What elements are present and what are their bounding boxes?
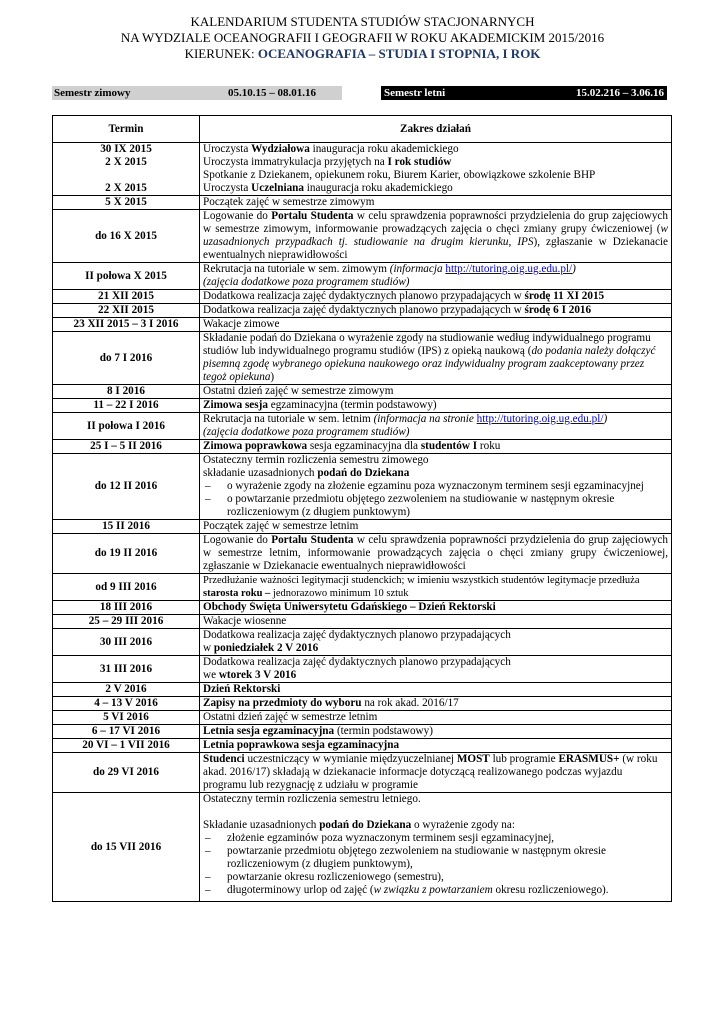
table-row [53, 534, 672, 574]
scope-cell: Wakacje wiosenne [200, 615, 672, 629]
table-row [53, 601, 672, 615]
scope-cell: Letnia poprawkowa sesja egzaminacyjna [200, 739, 672, 753]
table-row [53, 615, 672, 629]
scope-cell: Dodatkowa realizacja zajęć dydaktycznych planowo przypadających we wtorek 3 V 2016 [200, 656, 672, 683]
list-item: – o powtarzanie przedmiotu objętego zezwoleniem na studiowanie w następnym okresie rozliczeniowym (z długiem punktowym) [203, 493, 668, 519]
table-row [53, 318, 672, 332]
table-header-row [53, 116, 672, 143]
term-cell: II połowa X 2015 [53, 263, 200, 290]
term-cell: od 9 III 2016 [53, 574, 200, 601]
calendar-table [52, 115, 672, 902]
term-cell: II połowa I 2016 [53, 413, 200, 440]
scope-cell: Uroczysta Wydziałowa inauguracja roku akademickiego Uroczysta immatrykulacja przyjętych na I rok studiów Spotkanie z Dziekanem, opiekunem roku, Biurem Karier, obowiązkowe szkolenie BHP Uroczysta Uczelniana inauguracja roku akademickiego [200, 143, 672, 196]
term-cell: do 12 II 2016 [53, 454, 200, 520]
term-cell: 21 XII 2015 [53, 290, 200, 304]
scope-cell: Składanie podań do Dziekana o wyrażenie zgody na studiowanie według indywidualnego programu studiów lub indywidualnego programu studiów (IPS) z opieką naukową (do podania należy dołączyć pisemną zgodę wybranego opiekuna naukowego oraz indywidualny program zaakceptowany przez tegoż opiekuna) [200, 332, 672, 385]
table-row [53, 385, 672, 399]
column-header-term: Termin [53, 116, 200, 143]
title-line-2: NA WYDZIALE OCEANOGRAFII I GEOGRAFII W ROKU AKADEMICKIM 2015/2016 [120, 30, 605, 45]
term-cell: 4 – 13 V 2016 [53, 697, 200, 711]
term-cell: 11 – 22 I 2016 [53, 399, 200, 413]
term-cell: 30 III 2016 [53, 629, 200, 656]
column-header-scope: Zakres działań [200, 116, 672, 143]
scope-cell: Początek zajęć w semestrze zimowym [200, 196, 672, 210]
list-item: – powtarzanie okresu rozliczeniowego (semestru), [203, 871, 668, 884]
term-cell: 31 III 2016 [53, 656, 200, 683]
table-row [53, 739, 672, 753]
scope-cell: Dzień Rektorski [200, 683, 672, 697]
table-row [53, 332, 672, 385]
table-row [53, 725, 672, 739]
field-of-study: KIERUNEK: OCEANOGRAFIA – STUDIA I STOPNIA, I ROK [184, 46, 541, 61]
list-item: – o wyrażenie zgody na złożenie egzaminu poza wyznaczonym terminem sesji egzaminacyjnej [203, 480, 668, 493]
table-row [53, 196, 672, 210]
term-cell: do 7 I 2016 [53, 332, 200, 385]
table-row [53, 753, 672, 793]
scope-cell: Ostatni dzień zajęć w semestrze zimowym [200, 385, 672, 399]
term-cell: do 19 II 2016 [53, 534, 200, 574]
document-header [0, 14, 725, 62]
scope-cell: Dodatkowa realizacja zajęć dydaktycznych planowo przypadających w poniedziałek 2 V 2016 [200, 629, 672, 656]
term-cell: 15 II 2016 [53, 520, 200, 534]
table-row [53, 143, 672, 196]
winter-semester-bar [52, 86, 342, 100]
table-row [53, 210, 672, 263]
scope-cell: Przedłużanie ważności legitymacji studenckich; w imieniu wszystkich studentów legitymacje przedłuża starosta roku – jednorazowo minimum 10 sztuk [200, 574, 672, 601]
scope-cell: Dodatkowa realizacja zajęć dydaktycznych planowo przypadających w środę 6 I 2016 [200, 304, 672, 318]
scope-cell: Logowanie do Portalu Studenta w celu sprawdzenia poprawności przydzielenia do grup zajęciowych w semestrze letnim, informowanie prowadzących zajęcia o chęci zmiany grupy ćwiczeniowej, zgłaszanie w Dziekanacie ewentualnych nieprawidłowości [200, 534, 672, 574]
table-row [53, 454, 672, 520]
scope-cell: Zimowa sesja egzaminacyjna (termin podstawowy) [200, 399, 672, 413]
table-row [53, 399, 672, 413]
scope-cell: Obchody Święta Uniwersytetu Gdańskiego – Dzień Rektorski [200, 601, 672, 615]
scope-cell: Wakacje zimowe [200, 318, 672, 332]
table-row [53, 793, 672, 902]
term-cell: 25 I – 5 II 2016 [53, 440, 200, 454]
term-cell: do 29 VI 2016 [53, 753, 200, 793]
term-cell: 23 XII 2015 – 3 I 2016 [53, 318, 200, 332]
table-row [53, 683, 672, 697]
table-row [53, 520, 672, 534]
term-cell: 30 IX 2015 2 X 2015 2 X 2015 [53, 143, 200, 196]
list-item: – długoterminowy urlop od zajęć (w związku z powtarzaniem okresu rozliczeniowego). [203, 884, 668, 897]
table-row [53, 290, 672, 304]
summer-semester-bar [381, 86, 667, 100]
scope-cell: Ostateczny termin rozliczenia semestru letniego. Składanie uzasadnionych podań do Dziekana o wyrażenie zgody na: – złożenie egzaminów poza wyznaczonym terminem sesji egzaminacyjnej, – powtarzanie przedmiotu objętego zezwoleniem na studiowanie w następnym okresie rozliczeniowym (z długiem punktowym), – powtarzanie okresu rozliczeniowego (semestru), – długoterminowy urlop od zajęć (w związku z powtarzaniem okresu rozliczeniowego). [200, 793, 672, 902]
table-row [53, 263, 672, 290]
summer-semester-dates: 15.02.216 – 3.06.16 [576, 87, 664, 99]
table-row [53, 711, 672, 725]
table-row [53, 574, 672, 601]
scope-cell: Rekrutacja na tutoriale w sem. zimowym (informacja http://tutoring.oig.ug.edu.pl/) (zajęcia dodatkowe poza programem studiów) [200, 263, 672, 290]
term-cell: 2 V 2016 [53, 683, 200, 697]
scope-cell: Letnia sesja egzaminacyjna (termin podstawowy) [200, 725, 672, 739]
table-row [53, 697, 672, 711]
term-cell: 5 X 2015 [53, 196, 200, 210]
summer-semester-label: Semestr letni [384, 87, 446, 99]
term-cell: 22 XII 2015 [53, 304, 200, 318]
term-cell: 18 III 2016 [53, 601, 200, 615]
title-line-1: KALENDARIUM STUDENTA STUDIÓW STACJONARNYCH [190, 14, 535, 29]
winter-semester-dates: 05.10.15 – 08.01.16 [228, 87, 316, 99]
scope-cell: Ostateczny termin rozliczenia semestru zimowego składanie uzasadnionych podań do Dziekana – o wyrażenie zgody na złożenie egzaminu poza wyznaczonym terminem sesji egzaminacyjnej – o powtarzanie przedmiotu objętego zezwoleniem na studiowanie w następnym okresie rozliczeniowym (z długiem punktowym) [200, 454, 672, 520]
winter-semester-label: Semestr zimowy [54, 87, 131, 99]
tutoring-link[interactable]: http://tutoring.oig.ug.edu.pl/ [476, 413, 604, 425]
term-cell: 20 VI – 1 VII 2016 [53, 739, 200, 753]
table-row [53, 413, 672, 440]
scope-cell: Zapisy na przedmioty do wyboru na rok akad. 2016/17 [200, 697, 672, 711]
term-cell: 8 I 2016 [53, 385, 200, 399]
tutoring-link[interactable]: http://tutoring.oig.ug.edu.pl/ [445, 263, 573, 275]
term-cell: 6 – 17 VI 2016 [53, 725, 200, 739]
scope-cell: Rekrutacja na tutoriale w sem. letnim (informacja na stronie http://tutoring.oig.ug.edu.pl/) (zajęcia dodatkowe poza programem studiów) [200, 413, 672, 440]
scope-cell: Studenci uczestniczący w wymianie międzyuczelnianej MOST lub programie ERASMUS+ (w roku akad. 2016/17) składają w dziekanacie informacje dotyczącą realizowanego podczas wyjazdu programu lub rezygnację z udziału w programie [200, 753, 672, 793]
scope-cell: Dodatkowa realizacja zajęć dydaktycznych planowo przypadających w środę 11 XI 2015 [200, 290, 672, 304]
table-row [53, 440, 672, 454]
scope-cell: Ostatni dzień zajęć w semestrze letnim [200, 711, 672, 725]
scope-cell: Początek zajęć w semestrze letnim [200, 520, 672, 534]
list-item: – złożenie egzaminów poza wyznaczonym terminem sesji egzaminacyjnej, [203, 832, 668, 845]
term-cell: do 15 VII 2016 [53, 793, 200, 902]
term-cell: 5 VI 2016 [53, 711, 200, 725]
scope-cell: Logowanie do Portalu Studenta w celu sprawdzenia poprawności przydzielenia do grup zajęciowych w semestrze zimowym, informowanie prowadzących zajęcia o chęci zmiany grupy ćwiczeniowej (w uzasadnionych przypadkach tj. studiowanie na drugim kierunku, IPS), zgłaszanie w Dziekanacie ewentualnych nieprawidłowości [200, 210, 672, 263]
term-cell: do 16 X 2015 [53, 210, 200, 263]
scope-cell: Zimowa poprawkowa sesja egzaminacyjna dla studentów I roku [200, 440, 672, 454]
term-cell: 25 – 29 III 2016 [53, 615, 200, 629]
table-row [53, 656, 672, 683]
list-item: – powtarzanie przedmiotu objętego zezwoleniem na studiowanie w następnym okresie rozliczeniowym (z długiem punktowym), [203, 845, 668, 871]
table-row [53, 629, 672, 656]
table-row [53, 304, 672, 318]
